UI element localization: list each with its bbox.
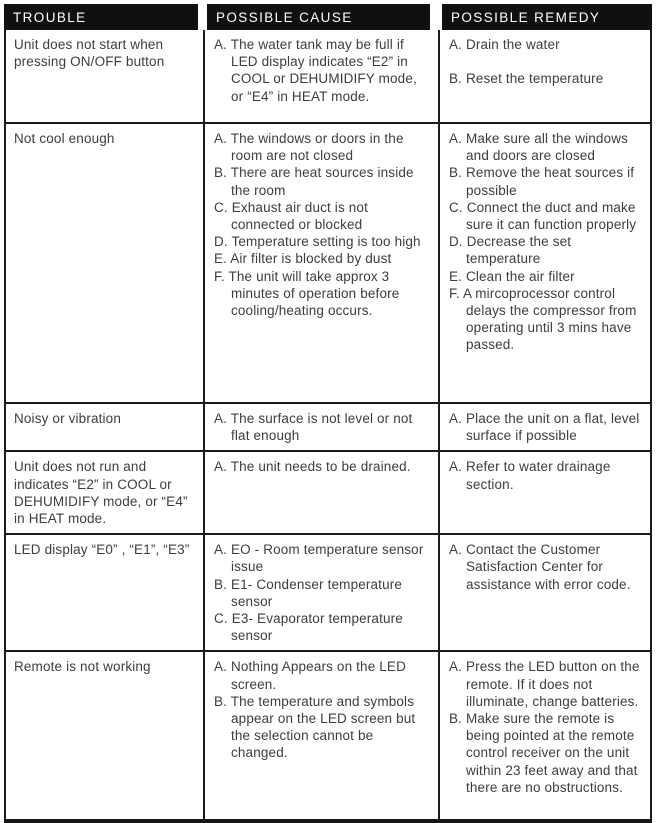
table-row <box>6 404 650 452</box>
remedy-item: A. Press the LED button on the remote. If it does not illuminate, change batteries. <box>449 659 640 709</box>
cause-item: A. The windows or doors in the room are not closed <box>214 131 404 164</box>
table-row <box>6 124 650 404</box>
cause-item: F. The unit will take approx 3 minutes of operation before cooling/heating occurs. <box>214 268 400 319</box>
cause-item: A. Nothing Appears on the LED screen. <box>214 659 406 692</box>
remedy-item: A. Refer to water drainage section. <box>449 459 611 492</box>
header-possible-remedy: POSSIBLE REMEDY <box>442 4 652 30</box>
trouble-cell: Unit does not run and indicates “E2” in COOL or DEHUMIDIFY mode, or “E4” in HEAT mode. <box>6 452 205 533</box>
cause-item: C. Exhaust air duct is not connected or blocked <box>214 199 368 233</box>
cause-item: B. The temperature and symbols appear on the LED screen but the selection cannot be changed. <box>214 693 416 761</box>
troubleshooting-table <box>4 4 652 823</box>
table-row <box>6 535 650 652</box>
remedy-cell <box>440 404 650 450</box>
trouble-cell: Unit does not start when pressing ON/OFF button <box>6 30 205 122</box>
cause-item: C. E3- Evaporator temperature sensor <box>214 611 403 644</box>
cause-item: E. Air filter is blocked by dust <box>214 251 392 267</box>
remedy-item: B. Reset the temperature <box>449 71 604 87</box>
table-row <box>6 452 650 535</box>
remedy-item: A. Place the unit on a flat, level surface if possible <box>449 411 640 444</box>
table-header-row <box>4 4 652 30</box>
remedy-item: E. Clean the air filter <box>449 268 575 284</box>
cause-item: D. Temperature setting is too high <box>214 234 421 250</box>
cause-cell <box>205 652 440 819</box>
remedy-item: F. A mircoprocessor control delays the compressor from operating until 3 mins have passed. <box>449 285 637 353</box>
remedy-item: A. Make sure all the windows and doors are closed <box>449 131 629 164</box>
remedy-cell <box>440 30 650 122</box>
trouble-cell: Noisy or vibration <box>6 404 205 450</box>
cause-item: A. The surface is not level or not flat enough <box>214 411 413 444</box>
trouble-cell: LED display “E0” , “E1”, “E3” <box>6 535 205 650</box>
cause-cell <box>205 124 440 402</box>
remedy-item: A. Drain the water <box>449 37 560 52</box>
cause-item: B. E1- Condenser temperature sensor <box>214 576 403 609</box>
remedy-cell <box>440 452 650 533</box>
trouble-cell: Not cool enough <box>6 124 205 402</box>
remedy-cell <box>440 535 650 650</box>
remedy-item: C. Connect the duct and make sure it can function properly <box>449 199 637 233</box>
table-row <box>6 30 650 124</box>
remedy-item: B. Remove the heat sources if possible <box>449 165 635 198</box>
header-trouble: TROUBLE <box>4 4 198 30</box>
trouble-cell: Remote is not working <box>6 652 205 819</box>
remedy-item: B. Make sure the remote is being pointed at the remote control receiver on the unit within 23 feet away and that there are no obstructions. <box>449 711 638 795</box>
table-row <box>6 652 650 819</box>
cause-item: A. The unit needs to be drained. <box>214 459 411 475</box>
header-possible-cause: POSSIBLE CAUSE <box>207 4 430 30</box>
table-body <box>4 30 652 819</box>
cause-cell <box>205 30 440 122</box>
cause-cell <box>205 452 440 533</box>
remedy-cell <box>440 124 650 402</box>
cause-item: A. The water tank may be full if LED display indicates “E2” in COOL or DEHUMIDIFY mode, or “E4” in HEAT mode. <box>214 37 417 104</box>
remedy-cell <box>440 652 650 819</box>
remedy-item: D. Decrease the set temperature <box>449 234 572 267</box>
cause-cell <box>205 404 440 450</box>
cause-item: A. EO - Room temperature sensor issue <box>214 542 424 575</box>
cause-item: B. There are heat sources inside the room <box>214 165 414 198</box>
remedy-item: A. Contact the Customer Satisfaction Center for assistance with error code. <box>449 542 631 592</box>
cause-cell <box>205 535 440 650</box>
